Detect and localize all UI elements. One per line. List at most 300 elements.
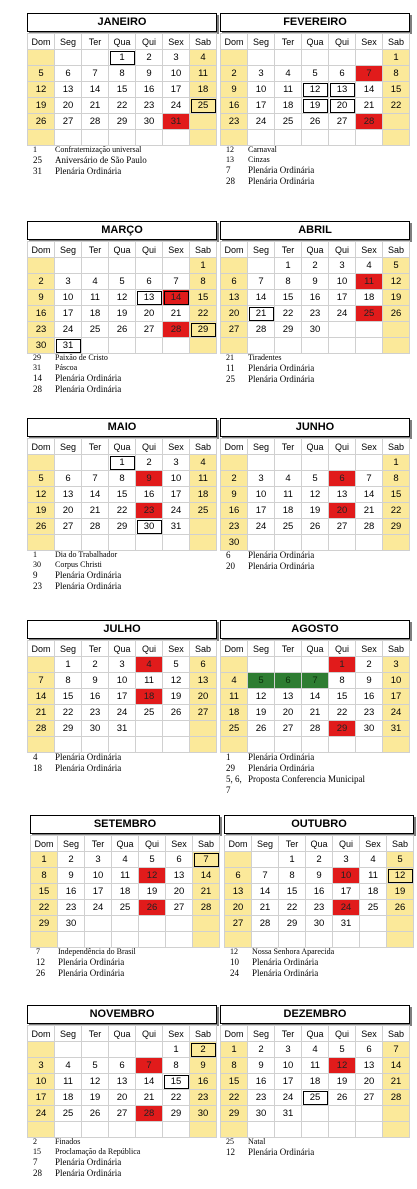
day-cell[interactable] [248, 338, 275, 354]
day-cell[interactable] [190, 737, 217, 753]
day-cell[interactable]: 3 [275, 1042, 302, 1058]
day-cell[interactable]: 20 [109, 1090, 136, 1106]
day-cell[interactable]: 8 [279, 868, 306, 884]
day-cell[interactable]: 23 [356, 705, 383, 721]
day-cell[interactable]: 15 [221, 1074, 248, 1090]
day-cell[interactable]: 25 [275, 519, 302, 535]
day-cell[interactable]: 5 [109, 274, 136, 290]
day-cell[interactable] [356, 1122, 383, 1138]
day-cell[interactable]: 24 [55, 322, 82, 338]
day-cell[interactable]: 5 [383, 258, 410, 274]
day-cell[interactable]: 4 [190, 455, 217, 471]
day-cell[interactable]: 12 [82, 1074, 109, 1090]
day-cell[interactable]: 30 [82, 721, 109, 737]
day-cell[interactable] [275, 455, 302, 471]
day-cell[interactable] [356, 737, 383, 753]
day-cell[interactable] [136, 535, 163, 551]
day-cell[interactable]: 29 [163, 1106, 190, 1122]
day-cell[interactable]: 5 [387, 852, 414, 868]
day-cell[interactable]: 22 [383, 98, 410, 114]
day-cell[interactable]: 24 [28, 1106, 55, 1122]
day-cell[interactable]: 23 [221, 519, 248, 535]
day-cell[interactable]: 25 [55, 1106, 82, 1122]
day-cell[interactable] [109, 1122, 136, 1138]
day-cell[interactable]: 10 [333, 868, 360, 884]
day-cell[interactable]: 17 [163, 82, 190, 98]
day-cell[interactable] [329, 535, 356, 551]
day-cell[interactable]: 15 [55, 689, 82, 705]
day-cell[interactable] [190, 338, 217, 354]
day-cell[interactable] [55, 50, 82, 66]
day-cell[interactable]: 23 [136, 503, 163, 519]
day-cell[interactable] [383, 130, 410, 146]
day-cell[interactable]: 22 [109, 98, 136, 114]
day-cell[interactable]: 15 [383, 82, 410, 98]
day-cell[interactable]: 16 [82, 689, 109, 705]
day-cell[interactable]: 6 [190, 657, 217, 673]
day-cell[interactable] [360, 932, 387, 948]
day-cell[interactable]: 12 [387, 868, 414, 884]
day-cell[interactable] [163, 338, 190, 354]
day-cell[interactable]: 13 [55, 82, 82, 98]
day-cell[interactable] [383, 1106, 410, 1122]
day-cell[interactable]: 29 [31, 916, 58, 932]
day-cell[interactable]: 8 [383, 471, 410, 487]
day-cell[interactable] [383, 114, 410, 130]
day-cell[interactable]: 16 [28, 306, 55, 322]
day-cell[interactable] [221, 455, 248, 471]
day-cell[interactable]: 5 [82, 1058, 109, 1074]
day-cell[interactable]: 1 [329, 657, 356, 673]
day-cell[interactable] [190, 519, 217, 535]
day-cell[interactable]: 12 [109, 290, 136, 306]
day-cell[interactable]: 14 [302, 689, 329, 705]
day-cell[interactable]: 1 [383, 50, 410, 66]
day-cell[interactable]: 24 [248, 519, 275, 535]
day-cell[interactable] [190, 721, 217, 737]
day-cell[interactable] [109, 258, 136, 274]
day-cell[interactable] [248, 535, 275, 551]
day-cell[interactable]: 29 [55, 721, 82, 737]
day-cell[interactable]: 25 [302, 1090, 329, 1106]
day-cell[interactable] [302, 50, 329, 66]
day-cell[interactable]: 13 [329, 487, 356, 503]
day-cell[interactable]: 30 [136, 114, 163, 130]
day-cell[interactable]: 17 [329, 290, 356, 306]
day-cell[interactable]: 19 [387, 884, 414, 900]
day-cell[interactable]: 20 [329, 503, 356, 519]
day-cell[interactable]: 11 [82, 290, 109, 306]
day-cell[interactable]: 31 [383, 721, 410, 737]
day-cell[interactable] [163, 737, 190, 753]
day-cell[interactable] [333, 932, 360, 948]
day-cell[interactable]: 24 [275, 1090, 302, 1106]
day-cell[interactable]: 24 [248, 114, 275, 130]
day-cell[interactable]: 15 [109, 82, 136, 98]
day-cell[interactable]: 21 [383, 1074, 410, 1090]
day-cell[interactable]: 12 [248, 689, 275, 705]
day-cell[interactable]: 28 [356, 114, 383, 130]
day-cell[interactable]: 11 [356, 274, 383, 290]
day-cell[interactable]: 28 [193, 900, 220, 916]
day-cell[interactable] [248, 657, 275, 673]
day-cell[interactable]: 17 [383, 689, 410, 705]
day-cell[interactable]: 17 [275, 1074, 302, 1090]
day-cell[interactable] [221, 737, 248, 753]
day-cell[interactable] [58, 932, 85, 948]
day-cell[interactable]: 27 [190, 705, 217, 721]
day-cell[interactable] [302, 657, 329, 673]
day-cell[interactable]: 5 [248, 673, 275, 689]
day-cell[interactable]: 10 [383, 673, 410, 689]
day-cell[interactable]: 6 [356, 1042, 383, 1058]
day-cell[interactable]: 4 [136, 657, 163, 673]
day-cell[interactable]: 20 [55, 98, 82, 114]
day-cell[interactable] [82, 338, 109, 354]
day-cell[interactable]: 9 [221, 82, 248, 98]
day-cell[interactable] [55, 130, 82, 146]
day-cell[interactable]: 11 [302, 1058, 329, 1074]
day-cell[interactable]: 13 [109, 1074, 136, 1090]
day-cell[interactable]: 9 [306, 868, 333, 884]
day-cell[interactable] [109, 1042, 136, 1058]
day-cell[interactable]: 8 [383, 66, 410, 82]
day-cell[interactable] [55, 737, 82, 753]
day-cell[interactable]: 17 [163, 487, 190, 503]
day-cell[interactable]: 10 [55, 290, 82, 306]
day-cell[interactable]: 21 [163, 306, 190, 322]
day-cell[interactable]: 17 [55, 306, 82, 322]
day-cell[interactable]: 19 [302, 98, 329, 114]
day-cell[interactable] [356, 322, 383, 338]
day-cell[interactable]: 12 [28, 82, 55, 98]
day-cell[interactable]: 28 [136, 1106, 163, 1122]
day-cell[interactable]: 31 [275, 1106, 302, 1122]
day-cell[interactable]: 23 [82, 705, 109, 721]
day-cell[interactable]: 11 [360, 868, 387, 884]
day-cell[interactable]: 10 [109, 673, 136, 689]
day-cell[interactable]: 16 [221, 98, 248, 114]
day-cell[interactable]: 17 [248, 98, 275, 114]
day-cell[interactable]: 14 [82, 82, 109, 98]
day-cell[interactable]: 17 [109, 689, 136, 705]
day-cell[interactable] [190, 535, 217, 551]
day-cell[interactable]: 21 [193, 884, 220, 900]
day-cell[interactable]: 9 [136, 471, 163, 487]
day-cell[interactable]: 20 [136, 306, 163, 322]
day-cell[interactable]: 16 [58, 884, 85, 900]
day-cell[interactable] [329, 322, 356, 338]
day-cell[interactable]: 29 [109, 114, 136, 130]
day-cell[interactable]: 5 [302, 471, 329, 487]
day-cell[interactable]: 19 [28, 98, 55, 114]
day-cell[interactable]: 29 [383, 519, 410, 535]
day-cell[interactable] [109, 535, 136, 551]
day-cell[interactable]: 19 [139, 884, 166, 900]
day-cell[interactable]: 30 [302, 322, 329, 338]
day-cell[interactable]: 28 [356, 519, 383, 535]
day-cell[interactable]: 10 [248, 82, 275, 98]
day-cell[interactable]: 22 [329, 705, 356, 721]
day-cell[interactable] [28, 130, 55, 146]
day-cell[interactable] [387, 932, 414, 948]
day-cell[interactable] [306, 932, 333, 948]
day-cell[interactable]: 18 [55, 1090, 82, 1106]
day-cell[interactable]: 14 [383, 1058, 410, 1074]
day-cell[interactable]: 9 [28, 290, 55, 306]
day-cell[interactable]: 13 [225, 884, 252, 900]
day-cell[interactable] [85, 932, 112, 948]
day-cell[interactable]: 21 [302, 705, 329, 721]
day-cell[interactable] [387, 916, 414, 932]
day-cell[interactable]: 6 [329, 471, 356, 487]
day-cell[interactable] [136, 1122, 163, 1138]
day-cell[interactable]: 25 [190, 98, 217, 114]
day-cell[interactable]: 6 [55, 471, 82, 487]
day-cell[interactable]: 19 [383, 290, 410, 306]
day-cell[interactable] [221, 130, 248, 146]
day-cell[interactable]: 19 [82, 1090, 109, 1106]
day-cell[interactable]: 16 [221, 503, 248, 519]
day-cell[interactable] [252, 852, 279, 868]
day-cell[interactable]: 1 [221, 1042, 248, 1058]
day-cell[interactable]: 8 [55, 673, 82, 689]
day-cell[interactable]: 6 [166, 852, 193, 868]
day-cell[interactable]: 7 [82, 471, 109, 487]
day-cell[interactable]: 6 [225, 868, 252, 884]
day-cell[interactable]: 27 [275, 721, 302, 737]
day-cell[interactable]: 23 [58, 900, 85, 916]
day-cell[interactable] [28, 258, 55, 274]
day-cell[interactable]: 30 [221, 535, 248, 551]
day-cell[interactable]: 21 [28, 705, 55, 721]
day-cell[interactable]: 20 [190, 689, 217, 705]
day-cell[interactable]: 28 [383, 1090, 410, 1106]
day-cell[interactable]: 10 [28, 1074, 55, 1090]
day-cell[interactable]: 24 [383, 705, 410, 721]
day-cell[interactable]: 7 [28, 673, 55, 689]
day-cell[interactable]: 31 [55, 338, 82, 354]
day-cell[interactable] [193, 932, 220, 948]
day-cell[interactable]: 1 [55, 657, 82, 673]
day-cell[interactable] [356, 338, 383, 354]
day-cell[interactable]: 1 [275, 258, 302, 274]
day-cell[interactable] [329, 1122, 356, 1138]
day-cell[interactable]: 7 [163, 274, 190, 290]
day-cell[interactable]: 1 [279, 852, 306, 868]
day-cell[interactable]: 20 [166, 884, 193, 900]
day-cell[interactable]: 11 [112, 868, 139, 884]
day-cell[interactable]: 4 [55, 1058, 82, 1074]
day-cell[interactable]: 8 [275, 274, 302, 290]
day-cell[interactable] [383, 338, 410, 354]
day-cell[interactable] [248, 50, 275, 66]
day-cell[interactable]: 8 [31, 868, 58, 884]
day-cell[interactable]: 16 [136, 487, 163, 503]
day-cell[interactable]: 11 [136, 673, 163, 689]
day-cell[interactable]: 7 [356, 66, 383, 82]
day-cell[interactable] [275, 338, 302, 354]
day-cell[interactable] [55, 1042, 82, 1058]
day-cell[interactable]: 9 [136, 66, 163, 82]
day-cell[interactable] [136, 737, 163, 753]
day-cell[interactable] [55, 455, 82, 471]
day-cell[interactable]: 22 [275, 306, 302, 322]
day-cell[interactable] [302, 1106, 329, 1122]
day-cell[interactable]: 20 [55, 503, 82, 519]
day-cell[interactable]: 1 [109, 455, 136, 471]
day-cell[interactable]: 15 [329, 689, 356, 705]
day-cell[interactable]: 25 [356, 306, 383, 322]
day-cell[interactable] [383, 737, 410, 753]
day-cell[interactable] [55, 535, 82, 551]
day-cell[interactable]: 26 [383, 306, 410, 322]
day-cell[interactable]: 3 [248, 66, 275, 82]
day-cell[interactable]: 21 [252, 900, 279, 916]
day-cell[interactable]: 5 [28, 471, 55, 487]
day-cell[interactable]: 25 [221, 721, 248, 737]
day-cell[interactable]: 11 [221, 689, 248, 705]
day-cell[interactable]: 27 [55, 114, 82, 130]
day-cell[interactable] [136, 721, 163, 737]
day-cell[interactable] [112, 932, 139, 948]
day-cell[interactable]: 26 [109, 322, 136, 338]
day-cell[interactable]: 8 [163, 1058, 190, 1074]
day-cell[interactable]: 10 [85, 868, 112, 884]
day-cell[interactable]: 8 [190, 274, 217, 290]
day-cell[interactable] [136, 130, 163, 146]
day-cell[interactable]: 21 [356, 503, 383, 519]
day-cell[interactable]: 23 [136, 98, 163, 114]
day-cell[interactable]: 17 [28, 1090, 55, 1106]
day-cell[interactable]: 3 [55, 274, 82, 290]
day-cell[interactable]: 6 [329, 66, 356, 82]
day-cell[interactable]: 10 [248, 487, 275, 503]
day-cell[interactable]: 5 [302, 66, 329, 82]
day-cell[interactable]: 13 [136, 290, 163, 306]
day-cell[interactable]: 16 [306, 884, 333, 900]
day-cell[interactable]: 24 [163, 503, 190, 519]
day-cell[interactable]: 3 [383, 657, 410, 673]
day-cell[interactable]: 27 [356, 1090, 383, 1106]
day-cell[interactable]: 22 [190, 306, 217, 322]
day-cell[interactable]: 3 [329, 258, 356, 274]
day-cell[interactable]: 10 [275, 1058, 302, 1074]
day-cell[interactable] [82, 455, 109, 471]
day-cell[interactable]: 3 [248, 471, 275, 487]
day-cell[interactable] [28, 535, 55, 551]
day-cell[interactable]: 21 [82, 503, 109, 519]
day-cell[interactable]: 17 [85, 884, 112, 900]
day-cell[interactable]: 3 [109, 657, 136, 673]
day-cell[interactable]: 28 [302, 721, 329, 737]
day-cell[interactable]: 30 [58, 916, 85, 932]
day-cell[interactable]: 7 [248, 274, 275, 290]
day-cell[interactable] [302, 455, 329, 471]
day-cell[interactable] [221, 338, 248, 354]
day-cell[interactable]: 7 [82, 66, 109, 82]
day-cell[interactable]: 14 [28, 689, 55, 705]
day-cell[interactable]: 29 [109, 519, 136, 535]
day-cell[interactable]: 22 [383, 503, 410, 519]
day-cell[interactable] [109, 338, 136, 354]
day-cell[interactable]: 27 [225, 916, 252, 932]
day-cell[interactable]: 22 [163, 1090, 190, 1106]
day-cell[interactable] [329, 338, 356, 354]
day-cell[interactable]: 26 [302, 519, 329, 535]
day-cell[interactable]: 5 [329, 1042, 356, 1058]
day-cell[interactable]: 19 [163, 689, 190, 705]
day-cell[interactable]: 5 [163, 657, 190, 673]
day-cell[interactable]: 13 [329, 82, 356, 98]
day-cell[interactable]: 20 [225, 900, 252, 916]
day-cell[interactable]: 17 [248, 503, 275, 519]
day-cell[interactable]: 21 [356, 98, 383, 114]
day-cell[interactable]: 29 [275, 322, 302, 338]
day-cell[interactable] [28, 455, 55, 471]
day-cell[interactable]: 7 [356, 471, 383, 487]
day-cell[interactable]: 16 [248, 1074, 275, 1090]
day-cell[interactable]: 15 [275, 290, 302, 306]
day-cell[interactable] [302, 535, 329, 551]
day-cell[interactable]: 24 [329, 306, 356, 322]
day-cell[interactable]: 27 [136, 322, 163, 338]
day-cell[interactable]: 11 [55, 1074, 82, 1090]
day-cell[interactable]: 6 [275, 673, 302, 689]
day-cell[interactable] [225, 932, 252, 948]
day-cell[interactable] [28, 1122, 55, 1138]
day-cell[interactable]: 10 [163, 471, 190, 487]
day-cell[interactable]: 13 [55, 487, 82, 503]
day-cell[interactable] [248, 737, 275, 753]
day-cell[interactable] [136, 1042, 163, 1058]
day-cell[interactable]: 15 [31, 884, 58, 900]
day-cell[interactable]: 16 [136, 82, 163, 98]
day-cell[interactable]: 12 [163, 673, 190, 689]
day-cell[interactable] [166, 916, 193, 932]
day-cell[interactable]: 19 [109, 306, 136, 322]
day-cell[interactable]: 31 [163, 519, 190, 535]
day-cell[interactable]: 18 [360, 884, 387, 900]
day-cell[interactable] [112, 916, 139, 932]
day-cell[interactable]: 2 [28, 274, 55, 290]
day-cell[interactable]: 14 [163, 290, 190, 306]
day-cell[interactable] [302, 1122, 329, 1138]
day-cell[interactable]: 2 [302, 258, 329, 274]
day-cell[interactable] [28, 737, 55, 753]
day-cell[interactable] [136, 258, 163, 274]
day-cell[interactable]: 13 [275, 689, 302, 705]
day-cell[interactable]: 19 [28, 503, 55, 519]
day-cell[interactable]: 22 [55, 705, 82, 721]
day-cell[interactable]: 28 [248, 322, 275, 338]
day-cell[interactable]: 13 [190, 673, 217, 689]
day-cell[interactable]: 23 [302, 306, 329, 322]
day-cell[interactable]: 3 [333, 852, 360, 868]
day-cell[interactable]: 30 [356, 721, 383, 737]
day-cell[interactable] [190, 114, 217, 130]
day-cell[interactable]: 22 [221, 1090, 248, 1106]
day-cell[interactable]: 25 [190, 503, 217, 519]
day-cell[interactable] [302, 737, 329, 753]
day-cell[interactable]: 2 [221, 66, 248, 82]
day-cell[interactable]: 25 [82, 322, 109, 338]
day-cell[interactable]: 18 [82, 306, 109, 322]
day-cell[interactable]: 20 [275, 705, 302, 721]
day-cell[interactable] [55, 258, 82, 274]
day-cell[interactable] [82, 737, 109, 753]
day-cell[interactable]: 26 [302, 114, 329, 130]
